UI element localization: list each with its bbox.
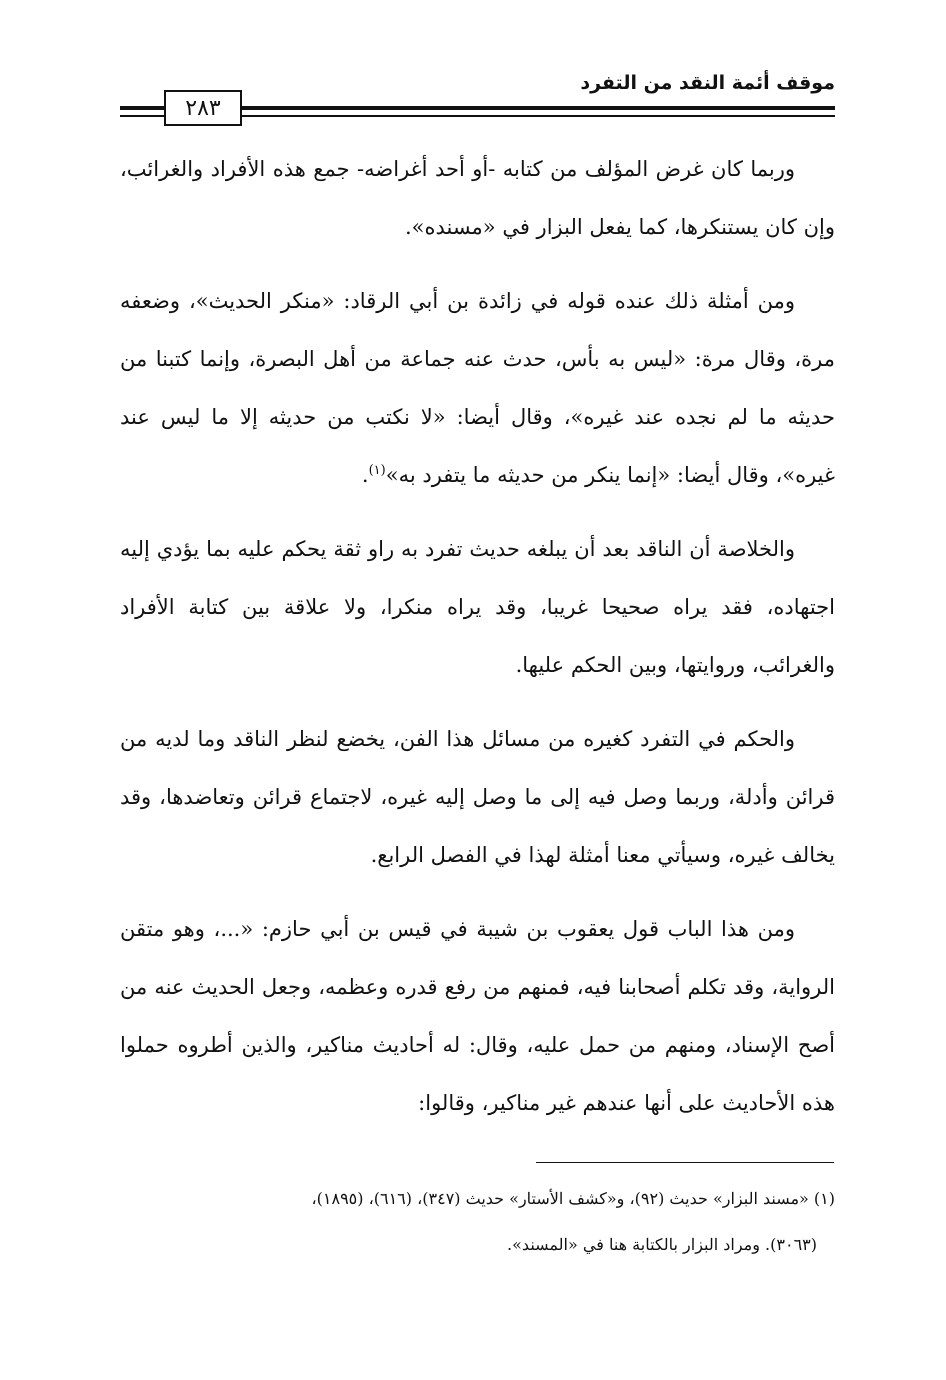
- footnote-reference: (١): [368, 463, 386, 478]
- main-text: [120, 140, 835, 1148]
- paragraph: [120, 272, 835, 504]
- paragraph: والحكم في التفرد كغيره من مسائل هذا الفن، يخضع لنظر الناقد وما لديه من قرائن وأدلة، وربما وصل فيه إلى ما وصل إليه غيره، لاجتماع قرائن وتعاضدها، وقد يخالف غيره، وسيأتي معنا أمثلة لهذا في الفصل الرابع.: [120, 727, 835, 867]
- page-header: [120, 70, 835, 130]
- footnote-line: (١) «مسند البزار» حديث (٩٢)، و«كشف الأستار» حديث (٣٤٧)، (٦١٦)، (١٨٩٥)،: [311, 1189, 835, 1208]
- paragraph: ومن هذا الباب قول يعقوب بن شيبة في قيس بن أبي حازم: «...، وهو متقن الرواية، وقد تكلم أصحابنا فيه، فمنهم من رفع قدره وعظمه، وجعل الحديث عنه من أصح الإسناد، ومنهم من حمل عليه، وقال: له أحاديث مناكير، والذين أطروه حملوا هذه الأحاديث على أنها عندهم غير مناكير، وقالوا:: [120, 917, 835, 1115]
- paragraph: وربما كان غرض المؤلف من كتابه -أو أحد أغراضه- جمع هذه الأفراد والغرائب، وإن كان يستنكرها، كما يفعل البزار في «مسنده».: [120, 157, 835, 239]
- footnote-separator: [536, 1162, 834, 1163]
- paragraph: والخلاصة أن الناقد بعد أن يبلغه حديث تفرد به راو ثقة يحكم عليه بما يؤدي إليه اجتهاده، فقد يراه صحيحا غريبا، وقد يراه منكرا، ولا علاقة بين كتابة الأفراد والغرائب، وروايتها، وبين الحكم عليها.: [120, 537, 835, 677]
- paragraph-end-period: .: [361, 463, 369, 487]
- paragraph-text: ومن أمثلة ذلك عنده قوله في زائدة بن أبي الرقاد: «منكر الحديث»، وضعفه مرة، وقال مرة: «ليس به بأس، حدث عنه جماعة من أهل البصرة، وإنما كتبنا من حديثه ما لم نجده عند غيره»، وقال أيضا: «لا نكتب من حديثه إلا ما ليس عند غيره»، وقال أيضا: «إنما ينكر من حديثه ما يتفرد به»: [120, 289, 835, 487]
- running-title: موقف أئمة النقد من التفرد: [580, 72, 835, 94]
- footnote-line: (٣٠٦٣). ومراد البزار بالكتابة هنا في «المسند».: [507, 1235, 817, 1254]
- footnotes: [120, 1176, 835, 1268]
- page-number: ٢٨٣: [164, 90, 242, 126]
